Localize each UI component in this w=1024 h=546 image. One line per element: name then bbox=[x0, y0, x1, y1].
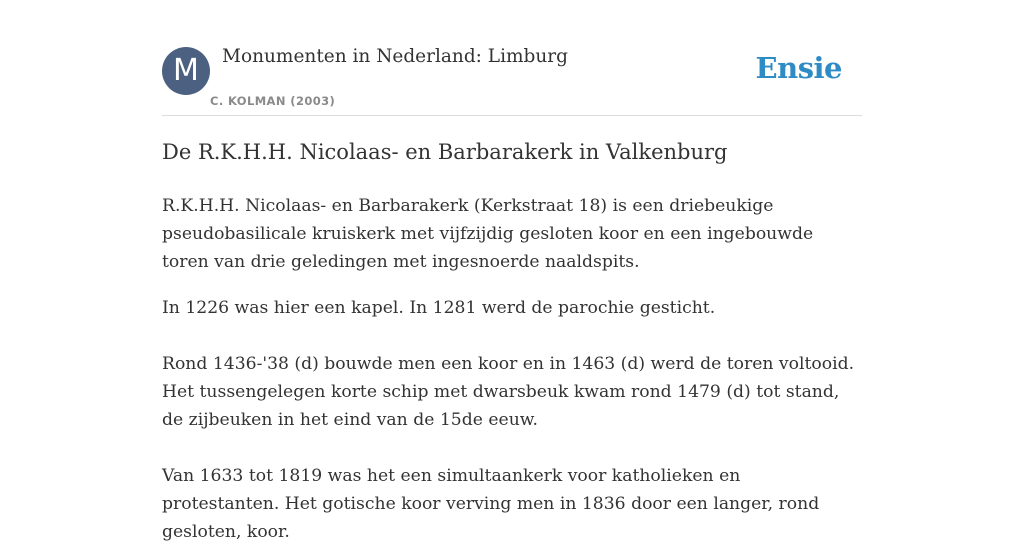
ensie-logo[interactable]: Ensie bbox=[755, 51, 842, 85]
paragraph: R.K.H.H. Nicolaas- en Barbarakerk (Kerkstraat 18) is een driebeukige pseudobasilicale kruiskerk met vijfzijdig gesloten koor en een ingebouwde toren van drie geledingen met ingesnoerde naaldspits. bbox=[162, 196, 814, 272]
source-header bbox=[162, 0, 862, 116]
article-title: De R.K.H.H. Nicolaas- en Barbarakerk in Valkenburg bbox=[162, 140, 728, 164]
article-body bbox=[162, 192, 862, 546]
paragraph: Van 1633 tot 1819 was het een simultaankerk voor katholieken en protestanten. Het gotische koor verving men in 1836 door een langer, rond gesloten, koor. bbox=[162, 466, 820, 542]
avatar[interactable]: M bbox=[162, 47, 210, 95]
author-byline: C. KOLMAN (2003) bbox=[210, 94, 336, 108]
work-title[interactable]: Monumenten in Nederland: Limburg bbox=[222, 46, 568, 67]
paragraph: In 1226 was hier een kapel. In 1281 werd de parochie gesticht. bbox=[162, 298, 716, 318]
article-card bbox=[162, 0, 862, 542]
paragraph: Rond 1436-'38 (d) bouwde men een koor en in 1463 (d) werd de toren voltooid. Het tussengelegen korte schip met dwarsbeuk kwam rond 1479 (d) tot stand, de zijbeuken in het eind van de 15de eeuw. bbox=[162, 354, 855, 430]
